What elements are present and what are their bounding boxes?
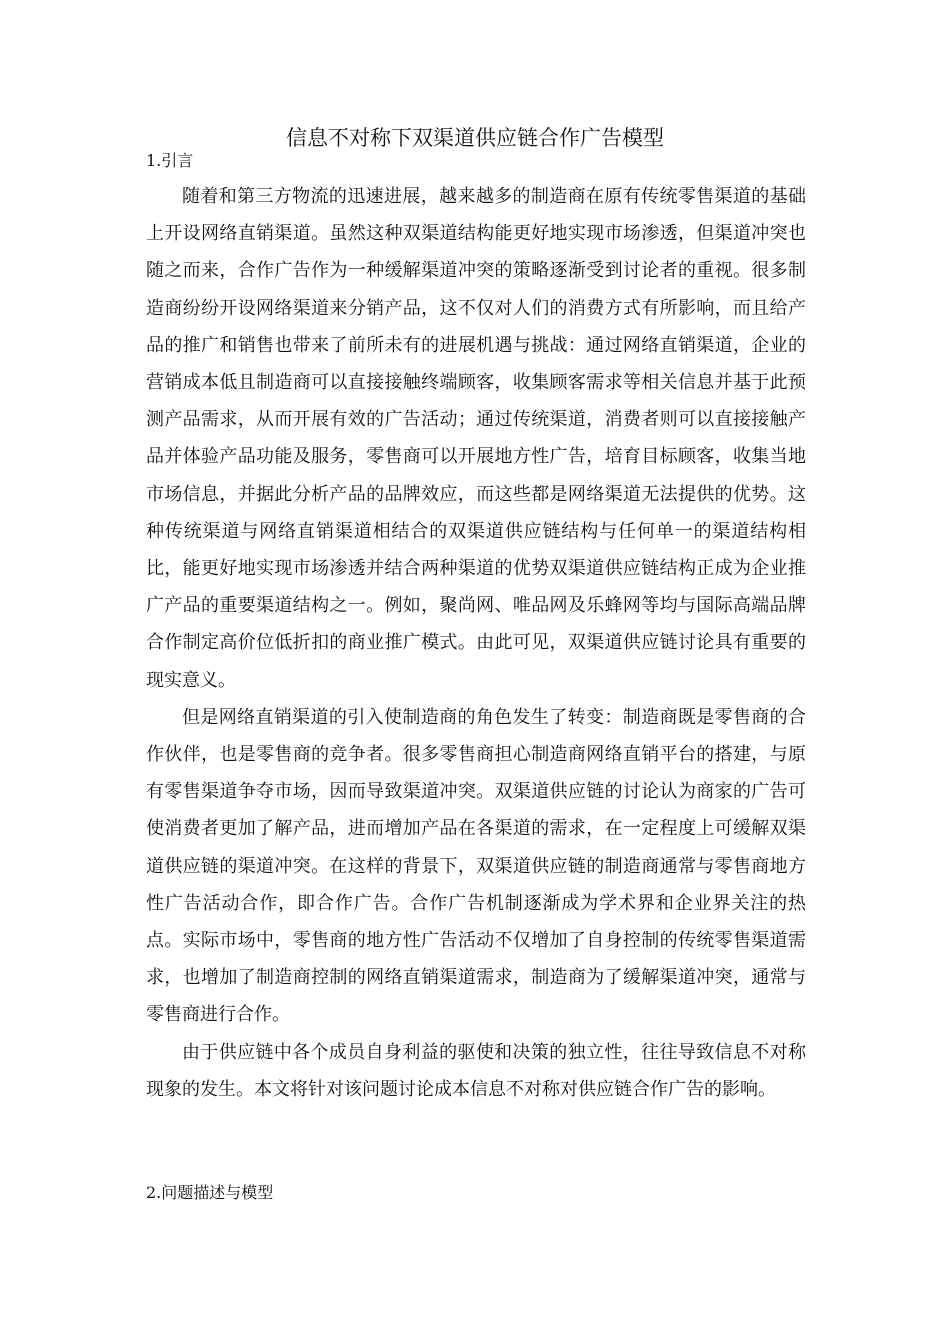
introduction-body xyxy=(146,178,806,1108)
paragraph: 由于供应链中各个成员自身利益的驱使和决策的独立性，往往导致信息不对称现象的发生。本文将针对该问题讨论成本信息不对称对供应链合作广告的影响。 xyxy=(146,1041,806,1100)
paragraph: 但是网络直销渠道的引入使制造商的角色发生了转变：制造商既是零售商的合作伙伴，也是零售商的竞争者。很多零售商担心制造商网络直销平台的搭建，与原有零售渠道争夺市场，因而导致渠道冲突。双渠道供应链的讨论认为商家的广告可使消费者更加了解产品，进而增加产品在各渠道的需求，在一定程度上可缓解双渠道供应链的渠道冲突。在这样的背景下，双渠道供应链的制造商通常与零售商地方性广告活动合作，即合作广告。合作广告机制逐渐成为学术界和企业界关注的热点。实际市场中，零售商的地方性广告活动不仅增加了自身控制的传统零售渠道需求，也增加了制造商控制的网络直销渠道需求，制造商为了缓解渠道冲突，通常与零售商进行合作。 xyxy=(146,706,806,1026)
paragraph: 随着和第三方物流的迅速进展，越来越多的制造商在原有传统零售渠道的基础上开设网络直销渠道。虽然这种双渠道结构能更好地实现市场渗透，但渠道冲突也随之而来，合作广告作为一种缓解渠道冲突的策略逐渐受到讨论者的重视。很多制造商纷纷开设网络渠道来分销产品，这不仅对人们的消费方式有所影响，而且给产品的推广和销售也带来了前所未有的进展机遇与挑战：通过网络直销渠道，企业的营销成本低且制造商可以直接接触终端顾客，收集顾客需求等相关信息并基于此预测产品需求，从而开展有效的广告活动；通过传统渠道，消费者则可以直接接触产品并体验产品功能及服务，零售商可以开展地方性广告，培育目标顾客，收集当地市场信息，并据此分析产品的品牌效应，而这些都是网络渠道无法提供的优势。这种传统渠道与网络直销渠道相结合的双渠道供应链结构与任何单一的渠道结构相比，能更好地实现市场渗透并结合两种渠道的优势双渠道供应链结构正成为企业推广产品的重要渠道结构之一。例如，聚尚网、唯品网及乐蜂网等均与国际高端品牌合作制定高价位低折扣的商业推广模式。由此可见，双渠道供应链讨论具有重要的现实意义。 xyxy=(146,186,806,691)
document-title: 信息不对称下双渠道供应链合作广告模型 xyxy=(286,126,664,150)
section-heading-introduction: 1.引言 xyxy=(146,151,194,170)
section-heading-problem-model: 2.问题描述与模型 xyxy=(146,1183,274,1202)
